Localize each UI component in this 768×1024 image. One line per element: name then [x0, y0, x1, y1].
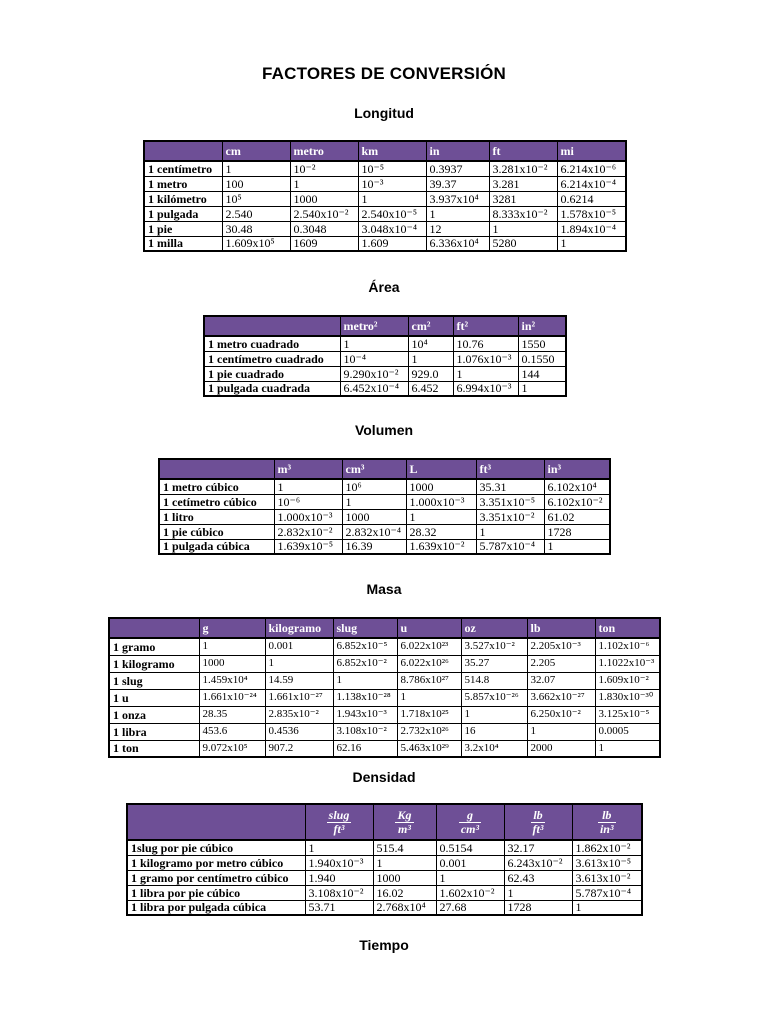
table-cell: 6.336x10⁴	[426, 236, 489, 251]
table-cell: 3.048x10⁻⁴	[358, 221, 426, 236]
table-cell: 1000	[342, 509, 406, 524]
table-header-row	[127, 804, 642, 840]
table-row	[144, 206, 626, 221]
table-cell: 1	[489, 221, 557, 236]
row-label: 1 pie cuadrado	[204, 366, 340, 381]
table-cell: 1	[340, 336, 408, 351]
table-cell: 10⁻³	[358, 176, 426, 191]
column-header: m³	[274, 459, 342, 479]
table-header-row	[109, 618, 660, 638]
row-label: 1 centímetro	[144, 161, 222, 176]
table-row	[109, 689, 660, 706]
row-label: 1 pie cúbico	[159, 524, 274, 539]
page-title: FACTORES DE CONVERSIÓN	[261, 64, 506, 83]
table-cell: 1609	[290, 236, 358, 251]
table-cell: 35.27	[461, 655, 527, 672]
column-header	[436, 804, 504, 840]
column-header	[305, 804, 373, 840]
unit-numerator: slug	[328, 807, 350, 822]
table-cell: 1.000x10⁻³	[274, 509, 342, 524]
table-cell: 1.076x10⁻³	[453, 351, 518, 366]
table-cell: 0.5154	[436, 840, 504, 855]
table-cell: 61.02	[544, 509, 610, 524]
table-cell: 1.940x10⁻³	[305, 855, 373, 870]
row-label: 1 libra	[109, 723, 199, 740]
row-label: 1 pulgada cúbica	[159, 539, 274, 554]
table-cell: 0.001	[436, 855, 504, 870]
corner-header-cell	[144, 141, 222, 161]
column-header: mi	[557, 141, 626, 161]
table-cell: 6.243x10⁻²	[504, 855, 572, 870]
table-cell: 5.787x10⁻⁴	[572, 885, 642, 900]
table-cell: 1.102x10⁻⁶	[595, 638, 660, 655]
table-cell: 0.3048	[290, 221, 358, 236]
table-cell: 2.540x10⁻²	[290, 206, 358, 221]
table-cell: 2.832x10⁻²	[274, 524, 342, 539]
section-title-volumen: Volumen	[354, 422, 414, 438]
conversion-table-masa	[108, 617, 661, 758]
row-label: 1 kilogramo	[109, 655, 199, 672]
table-cell: 515.4	[373, 840, 436, 855]
table-cell: 1	[290, 176, 358, 191]
row-label: 1 kilómetro	[144, 191, 222, 206]
table-row	[109, 723, 660, 740]
table-cell: 2.205	[527, 655, 595, 672]
column-header	[373, 804, 436, 840]
table-cell: 2.540x10⁻⁵	[358, 206, 426, 221]
table-cell: 1.639x10⁻²	[406, 539, 476, 554]
table-cell: 1.830x10⁻³⁰	[595, 689, 660, 706]
table-cell: 144	[518, 366, 566, 381]
table-cell: 1728	[504, 900, 572, 915]
column-header: in	[426, 141, 489, 161]
table-row	[144, 221, 626, 236]
table-cell: 28.32	[406, 524, 476, 539]
conversion-table-area	[203, 315, 567, 397]
row-label: 1 litro	[159, 509, 274, 524]
table-cell: 62.16	[333, 740, 397, 757]
row-label: 1 metro cúbico	[159, 479, 274, 494]
table-row	[127, 885, 642, 900]
table-cell: 9.072x10⁵	[199, 740, 265, 757]
row-label: 1 pulgada cuadrada	[204, 381, 340, 396]
table-cell: 28.35	[199, 706, 265, 723]
unit-numerator: lb	[598, 809, 616, 823]
conversion-table-densidad	[126, 803, 643, 916]
table-row	[127, 870, 642, 885]
table-cell: 1.940	[305, 870, 373, 885]
table-row	[109, 672, 660, 689]
column-header: in²	[518, 316, 566, 336]
table-cell: 1.609x10⁻²	[595, 672, 660, 689]
table-cell: 6.852x10⁻²	[333, 655, 397, 672]
unit-numerator: lb	[531, 809, 546, 823]
table-header-row	[204, 316, 566, 336]
table-cell: 6.102x10⁻²	[544, 494, 610, 509]
corner-header-cell	[204, 316, 340, 336]
table-cell: 1	[461, 706, 527, 723]
table-cell: 0.4536	[265, 723, 333, 740]
column-header: cm	[222, 141, 290, 161]
table-cell: 3.613x10⁻⁵	[572, 855, 642, 870]
table-row	[109, 740, 660, 757]
table-cell: 6.994x10⁻³	[453, 381, 518, 396]
table-cell: 1.943x10⁻³	[333, 706, 397, 723]
row-label: 1 gramo por centímetro cúbico	[127, 870, 305, 885]
table-cell: 0.001	[265, 638, 333, 655]
table-row	[109, 706, 660, 723]
table-row	[127, 855, 642, 870]
table-cell: 1	[199, 638, 265, 655]
row-label: 1 pie	[144, 221, 222, 236]
table-cell: 1	[518, 381, 566, 396]
column-header: ton	[595, 618, 660, 638]
table-cell: 1	[358, 191, 426, 206]
row-label: 1 kilogramo por metro cúbico	[127, 855, 305, 870]
column-header	[504, 804, 572, 840]
table-cell: 1550	[518, 336, 566, 351]
section-title-masa: Masa	[366, 581, 402, 597]
column-header: ft²	[453, 316, 518, 336]
table-row	[204, 336, 566, 351]
column-header: cm³	[342, 459, 406, 479]
table-cell: 10⁻²	[290, 161, 358, 176]
column-header: metro²	[340, 316, 408, 336]
corner-header-cell	[127, 804, 305, 840]
row-label: 1 gramo	[109, 638, 199, 655]
column-header: kilogramo	[265, 618, 333, 638]
table-row	[144, 191, 626, 206]
table-cell: 1	[572, 900, 642, 915]
table-cell: 10⁶	[342, 479, 406, 494]
row-label: 1slug por pie cúbico	[127, 840, 305, 855]
table-cell: 1000	[290, 191, 358, 206]
table-cell: 2.205x10⁻³	[527, 638, 595, 655]
table-cell: 1.138x10⁻²⁸	[333, 689, 397, 706]
table-row	[159, 539, 610, 554]
table-cell: 35.31	[476, 479, 544, 494]
table-cell: 1	[527, 723, 595, 740]
table-cell: 10⁻⁵	[358, 161, 426, 176]
table-cell: 32.07	[527, 672, 595, 689]
table-row	[159, 509, 610, 524]
table-cell: 6.852x10⁻⁵	[333, 638, 397, 655]
table-cell: 1.894x10⁻⁴	[557, 221, 626, 236]
unit-denominator: ft³	[532, 821, 544, 836]
row-label: 1 metro cuadrado	[204, 336, 340, 351]
table-cell: 12	[426, 221, 489, 236]
table-cell: 5280	[489, 236, 557, 251]
table-row	[159, 524, 610, 539]
table-cell: 1	[453, 366, 518, 381]
table-row	[109, 638, 660, 655]
table-cell: 16	[461, 723, 527, 740]
table-cell: 1	[406, 509, 476, 524]
row-label: 1 u	[109, 689, 199, 706]
table-cell: 3.108x10⁻²	[333, 723, 397, 740]
column-header: lb	[527, 618, 595, 638]
table-cell: 1.661x10⁻²⁴	[199, 689, 265, 706]
table-cell: 3.351x10⁻²	[476, 509, 544, 524]
table-cell: 1	[373, 855, 436, 870]
column-header: g	[199, 618, 265, 638]
table-cell: 5.463x10²⁹	[397, 740, 461, 757]
table-row	[204, 351, 566, 366]
table-cell: 10⁻⁴	[340, 351, 408, 366]
table-cell: 1000	[199, 655, 265, 672]
table-cell: 1	[408, 351, 453, 366]
table-cell: 6.452	[408, 381, 453, 396]
unit-numerator: g	[459, 809, 481, 823]
table-cell: 1.718x10²⁵	[397, 706, 461, 723]
table-cell: 1.609x10⁵	[222, 236, 290, 251]
table-row	[204, 366, 566, 381]
row-label: 1 ton	[109, 740, 199, 757]
table-cell: 6.250x10⁻²	[527, 706, 595, 723]
column-header: ft	[489, 141, 557, 161]
table-cell: 907.2	[265, 740, 333, 757]
table-cell: 1000	[373, 870, 436, 885]
section-title-longitud: Longitud	[354, 105, 414, 121]
row-label: 1 libra por pulgada cúbica	[127, 900, 305, 915]
table-cell: 1	[426, 206, 489, 221]
table-cell: 6.022x10²⁶	[397, 655, 461, 672]
column-header: cm²	[408, 316, 453, 336]
unit-denominator: in³	[599, 821, 614, 836]
table-cell: 9.290x10⁻²	[340, 366, 408, 381]
table-cell: 1	[274, 479, 342, 494]
table-cell: 1.000x10⁻³	[406, 494, 476, 509]
table-cell: 62.43	[504, 870, 572, 885]
table-cell: 1	[333, 672, 397, 689]
unit-denominator: m³	[398, 821, 411, 836]
table-cell: 1	[436, 870, 504, 885]
column-header: km	[358, 141, 426, 161]
table-row	[127, 840, 642, 855]
column-header: ft³	[476, 459, 544, 479]
table-cell: 3281	[489, 191, 557, 206]
table-cell: 6.102x10⁴	[544, 479, 610, 494]
table-cell: 2.768x10⁴	[373, 900, 436, 915]
unit-denominator: ft³	[333, 821, 345, 836]
table-cell: 3.662x10⁻²⁷	[527, 689, 595, 706]
table-cell: 1.459x10⁴	[199, 672, 265, 689]
row-label: 1 libra por pie cúbico	[127, 885, 305, 900]
table-cell: 2.835x10⁻²	[265, 706, 333, 723]
column-header: in³	[544, 459, 610, 479]
table-cell: 6.214x10⁻⁶	[557, 161, 626, 176]
corner-header-cell	[109, 618, 199, 638]
table-cell: 1	[476, 524, 544, 539]
table-cell: 2.540	[222, 206, 290, 221]
table-row	[144, 236, 626, 251]
row-label: 1 slug	[109, 672, 199, 689]
table-cell: 3.351x10⁻⁵	[476, 494, 544, 509]
table-cell: 5.857x10⁻²⁶	[461, 689, 527, 706]
table-header-row	[159, 459, 610, 479]
conversion-table-longitud	[143, 140, 627, 252]
table-row	[159, 479, 610, 494]
table-cell: 16.39	[342, 539, 406, 554]
table-cell: 0.3937	[426, 161, 489, 176]
table-cell: 1	[305, 840, 373, 855]
table-cell: 32.17	[504, 840, 572, 855]
table-cell: 1	[595, 740, 660, 757]
table-cell: 10⁴	[408, 336, 453, 351]
table-cell: 3.108x10⁻²	[305, 885, 373, 900]
table-cell: 514.8	[461, 672, 527, 689]
table-cell: 1	[342, 494, 406, 509]
conversion-table-volumen	[158, 458, 611, 555]
table-header-row	[144, 141, 626, 161]
table-cell: 3.527x10⁻²	[461, 638, 527, 655]
table-cell: 14.59	[265, 672, 333, 689]
row-label: 1 metro	[144, 176, 222, 191]
table-cell: 8.786x10²⁷	[397, 672, 461, 689]
unit-denominator: cm³	[460, 821, 480, 836]
table-cell: 10⁻⁶	[274, 494, 342, 509]
table-cell: 1	[222, 161, 290, 176]
column-header: u	[397, 618, 461, 638]
table-cell: 1	[265, 655, 333, 672]
table-cell: 10.76	[453, 336, 518, 351]
table-cell: 3.281x10⁻²	[489, 161, 557, 176]
table-row	[109, 655, 660, 672]
table-cell: 1.602x10⁻²	[436, 885, 504, 900]
table-cell: 5.787x10⁻⁴	[476, 539, 544, 554]
table-cell: 453.6	[199, 723, 265, 740]
table-cell: 30.48	[222, 221, 290, 236]
corner-header-cell	[159, 459, 274, 479]
section-title-tiempo: Tiempo	[359, 937, 409, 953]
table-cell: 1000	[406, 479, 476, 494]
table-cell: 6.214x10⁻⁴	[557, 176, 626, 191]
section-title-densidad: Densidad	[352, 769, 416, 785]
table-cell: 1	[397, 689, 461, 706]
row-label: 1 pulgada	[144, 206, 222, 221]
table-cell: 1	[557, 236, 626, 251]
table-cell: 0.0005	[595, 723, 660, 740]
table-cell: 3.281	[489, 176, 557, 191]
table-cell: 2.732x10²⁶	[397, 723, 461, 740]
column-header: slug	[333, 618, 397, 638]
table-row	[159, 494, 610, 509]
table-cell: 1	[544, 539, 610, 554]
table-cell: 100	[222, 176, 290, 191]
table-cell: 16.02	[373, 885, 436, 900]
row-label: 1 onza	[109, 706, 199, 723]
table-cell: 6.022x10²³	[397, 638, 461, 655]
column-header: L	[406, 459, 476, 479]
table-cell: 1	[504, 885, 572, 900]
table-cell: 929.0	[408, 366, 453, 381]
table-cell: 3.125x10⁻⁵	[595, 706, 660, 723]
table-cell: 6.452x10⁻⁴	[340, 381, 408, 396]
table-cell: 1.639x10⁻⁵	[274, 539, 342, 554]
column-header: metro	[290, 141, 358, 161]
table-cell: 1.661x10⁻²⁷	[265, 689, 333, 706]
table-cell: 1.862x10⁻²	[572, 840, 642, 855]
table-cell: 39.37	[426, 176, 489, 191]
table-row	[204, 381, 566, 396]
column-header	[572, 804, 642, 840]
table-cell: 0.1550	[518, 351, 566, 366]
column-header: oz	[461, 618, 527, 638]
table-cell: 1728	[544, 524, 610, 539]
table-row	[127, 900, 642, 915]
row-label: 1 centímetro cuadrado	[204, 351, 340, 366]
table-cell: 3.613x10⁻²	[572, 870, 642, 885]
table-cell: 2.832x10⁻⁴	[342, 524, 406, 539]
table-row	[144, 176, 626, 191]
table-cell: 3.937x10⁴	[426, 191, 489, 206]
table-cell: 0.6214	[557, 191, 626, 206]
section-title-area: Área	[368, 279, 400, 295]
row-label: 1 cetímetro cúbico	[159, 494, 274, 509]
table-cell: 1.1022x10⁻³	[595, 655, 660, 672]
table-row	[144, 161, 626, 176]
table-cell: 1.609	[358, 236, 426, 251]
row-label: 1 milla	[144, 236, 222, 251]
table-cell: 8.333x10⁻²	[489, 206, 557, 221]
table-cell: 3.2x10⁴	[461, 740, 527, 757]
unit-numerator: Kg	[397, 807, 412, 822]
table-cell: 27.68	[436, 900, 504, 915]
table-cell: 2000	[527, 740, 595, 757]
table-cell: 1.578x10⁻⁵	[557, 206, 626, 221]
table-cell: 53.71	[305, 900, 373, 915]
table-cell: 10⁵	[222, 191, 290, 206]
